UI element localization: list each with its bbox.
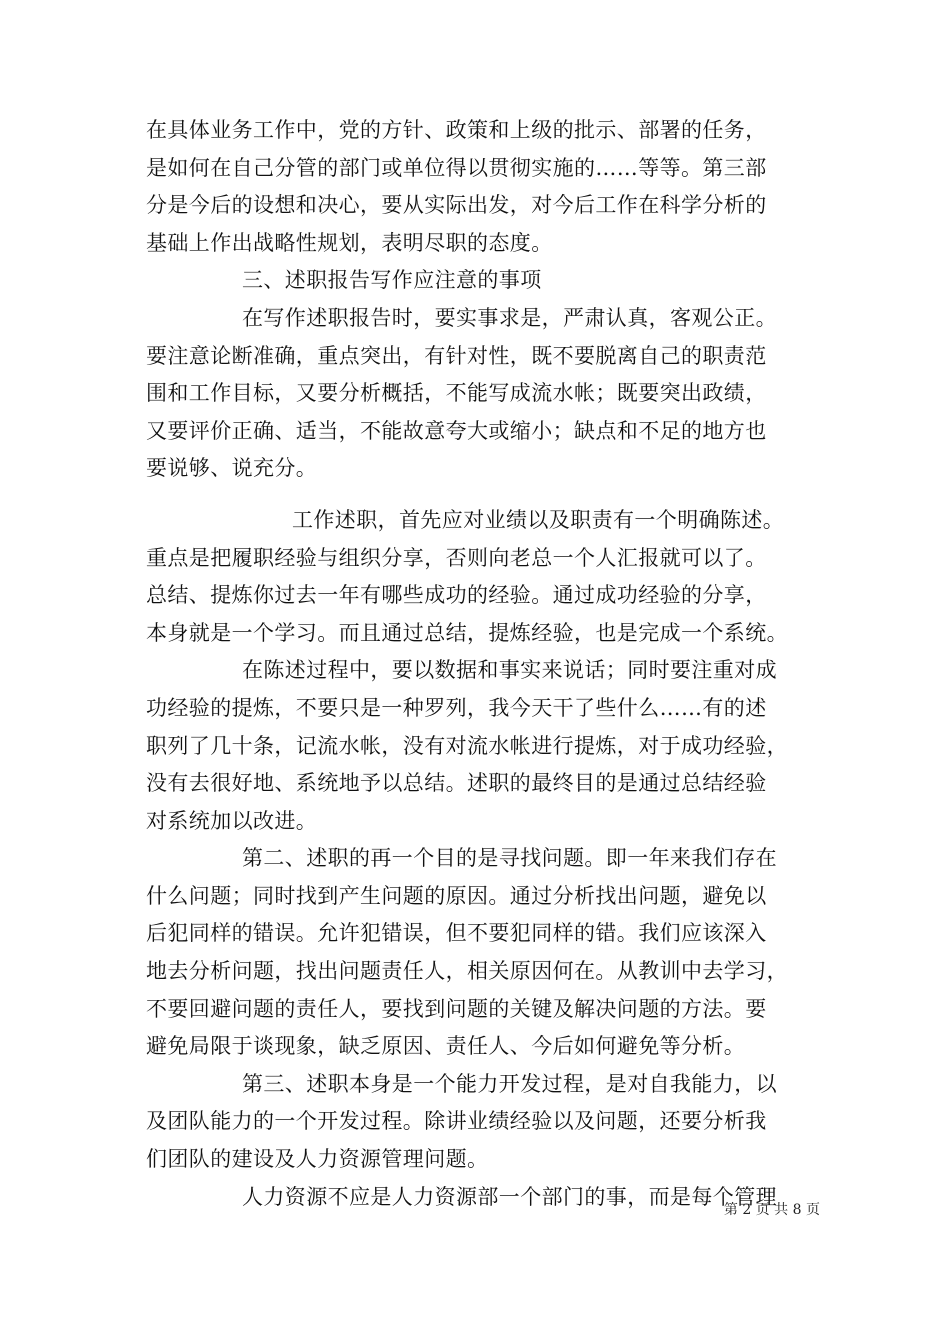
text-line: 及团队能力的一个开发过程。除讲业绩经验以及问题，还要分析我 bbox=[146, 1109, 767, 1134]
text-line: 功经验的提炼，不要只是一种罗列，我今天干了些什么……有的述 bbox=[146, 695, 767, 720]
text-line: 第二、述职的再一个目的是寻找问题。即一年来我们存在 bbox=[242, 846, 777, 871]
text-line: 本身就是一个学习。而且通过总结，提炼经验，也是完成一个系统。 bbox=[146, 620, 788, 645]
text-line: 第三、述职本身是一个能力开发过程，是对自我能力，以 bbox=[242, 1071, 777, 1096]
text-line: 什么问题；同时找到产生问题的原因。通过分析找出问题，避免以 bbox=[146, 883, 767, 908]
text-line: 工作述职，首先应对业绩以及职责有一个明确陈述。 bbox=[292, 507, 785, 532]
text-line: 总结、提炼你过去一年有哪些成功的经验。通过成功经验的分享， bbox=[146, 583, 767, 608]
text-line: 在陈述过程中，要以数据和事实来说话；同时要注重对成 bbox=[242, 658, 777, 683]
text-line: 对系统加以改进。 bbox=[146, 808, 318, 833]
text-line: 没有去很好地、系统地予以总结。述职的最终目的是通过总结经验 bbox=[146, 771, 767, 796]
paragraph-gap bbox=[146, 488, 826, 502]
text-line: 又要评价正确、适当，不能故意夸大或缩小；缺点和不足的地方也 bbox=[146, 418, 767, 443]
text-line: 在具体业务工作中，党的方针、政策和上级的批示、部署的任务， bbox=[146, 118, 767, 142]
text-line: 地去分析问题，找出问题责任人，相关原因何在。从教训中去学习， bbox=[146, 959, 788, 984]
text-line: 重点是把履职经验与组织分享，否则向老总一个人汇报就可以了。 bbox=[146, 545, 767, 570]
text-line: 职列了几十条，记流水帐，没有对流水帐进行提炼，对于成功经验， bbox=[146, 733, 788, 758]
page-number: 第 2 页 共 8 页 bbox=[723, 1202, 820, 1218]
text-line: 避免局限于谈现象，缺乏原因、责任人、今后如何避免等分析。 bbox=[146, 1034, 746, 1059]
text-line: 人力资源不应是人力资源部一个部门的事，而是每个管理 bbox=[242, 1184, 777, 1209]
text-line: 不要回避问题的责任人，要找到问题的关键及解决问题的方法。要 bbox=[146, 996, 767, 1021]
text-line: 后犯同样的错误。允许犯错误，但不要犯同样的错。我们应该深入 bbox=[146, 921, 767, 946]
document-body bbox=[146, 112, 826, 1216]
text-line: 们团队的建设及人力资源管理问题。 bbox=[146, 1147, 489, 1172]
text-line: 分是今后的设想和决心，要从实际出发，对今后工作在科学分析的 bbox=[146, 193, 767, 218]
text-line: 围和工作目标，又要分析概括，不能写成流水帐；既要突出政绩， bbox=[146, 381, 767, 406]
text-line: 是如何在自己分管的部门或单位得以贯彻实施的……等等。第三部 bbox=[146, 155, 767, 180]
section-heading: 三、述职报告写作应注意的事项 bbox=[242, 268, 542, 293]
text-line: 基础上作出战略性规划，表明尽职的态度。 bbox=[146, 230, 553, 255]
text-line: 要说够、说充分。 bbox=[146, 456, 318, 481]
text-line: 要注意论断准确，重点突出，有针对性，既不要脱离自己的职责范 bbox=[146, 343, 767, 368]
text-line: 在写作述职报告时，要实事求是，严肃认真，客观公正。 bbox=[242, 305, 777, 330]
